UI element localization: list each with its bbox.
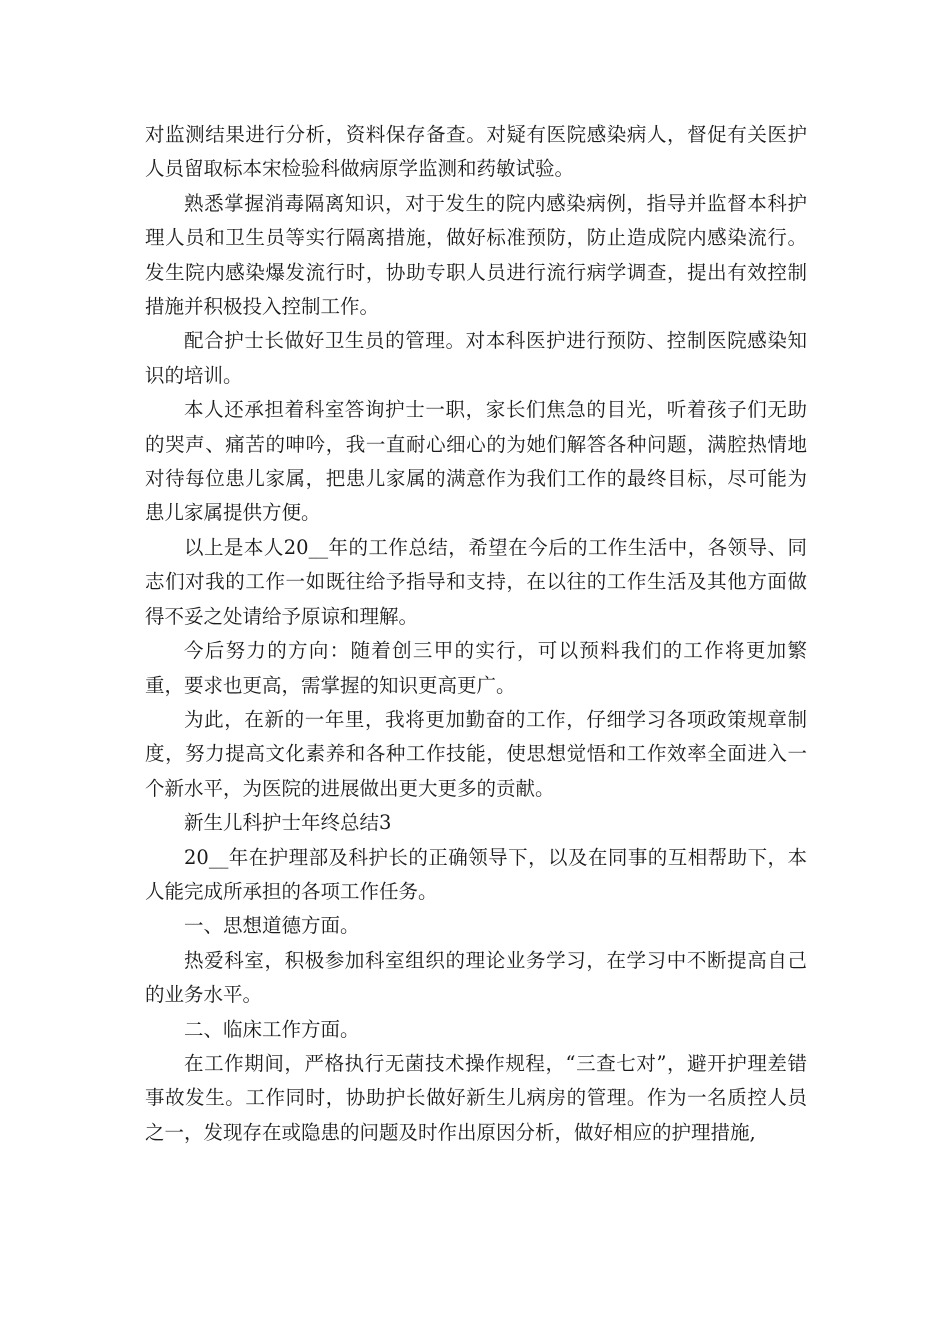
paragraph: 熟悉掌握消毒隔离知识，对于发生的院内感染病例，指导并监督本科护理人员和卫生员等实行隔离措施，做好标准预防，防止造成院内感染流行。发生院内感染爆发流行时，协助专职人员进行流行病学调查，提出有效控制措施并积极投入控制工作。 — [145, 191, 807, 319]
paragraph: 热爱科室，积极参加科室组织的理论业务学习，在学习中不断提高自己的业务水平。 — [145, 948, 807, 1007]
subsection-heading: 二、临床工作方面。 — [184, 1017, 360, 1041]
paragraph: 以上是本人20__年的工作总结，希望在今后的工作生活中，各领导、同志们对我的工作一如既往给予指导和支持，在以往的工作生活及其他方面做得不妥之处请给予原谅和理解。 — [145, 535, 807, 628]
paragraph: 在工作期间，严格执行无菌技术操作规程，“三查七对”，避开护理差错事故发生。工作同时，协助护长做好新生儿病房的管理。作为一名质控人员之一，发现存在或隐患的问题及时作出原因分析，做好相应的护理措施, — [145, 1051, 807, 1144]
paragraph: 20__年在护理部及科护长的正确领导下，以及在同事的互相帮助下，本人能完成所承担的各项工作任务。 — [145, 845, 807, 903]
section-heading: 新生儿科护士年终总结3 — [184, 811, 392, 835]
subsection-heading: 一、思想道德方面。 — [184, 914, 360, 938]
paragraph: 今后努力的方向：随着创三甲的实行，可以预料我们的工作将更加繁重，要求也更高，需掌握的知识更高更广。 — [145, 639, 807, 697]
paragraph: 配合护士长做好卫生员的管理。对本科医护进行预防、控制医院感染知识的培训。 — [145, 329, 807, 387]
paragraph: 为此，在新的一年里，我将更加勤奋的工作，仔细学习各项政策规章制度，努力提高文化素养和各种工作技能，使思想觉悟和工作效率全面进入一个新水平，为医院的进展做出更大更多的贡献。 — [145, 707, 807, 800]
document-body — [145, 118, 807, 1150]
paragraph: 本人还承担着科室答询护士一职，家长们焦急的目光，听着孩子们无助的哭声、痛苦的呻吟，我一直耐心细心的为她们解答各种问题，满腔热情地对待每位患儿家属，把患儿家属的满意作为我们工作的最终目标，尽可能为患儿家属提供方便。 — [145, 398, 807, 525]
paragraph: 对监测结果进行分析，资料保存备查。对疑有医院感染病人，督促有关医护人员留取标本宋检验科做病原学监测和药敏试验。 — [145, 123, 807, 181]
